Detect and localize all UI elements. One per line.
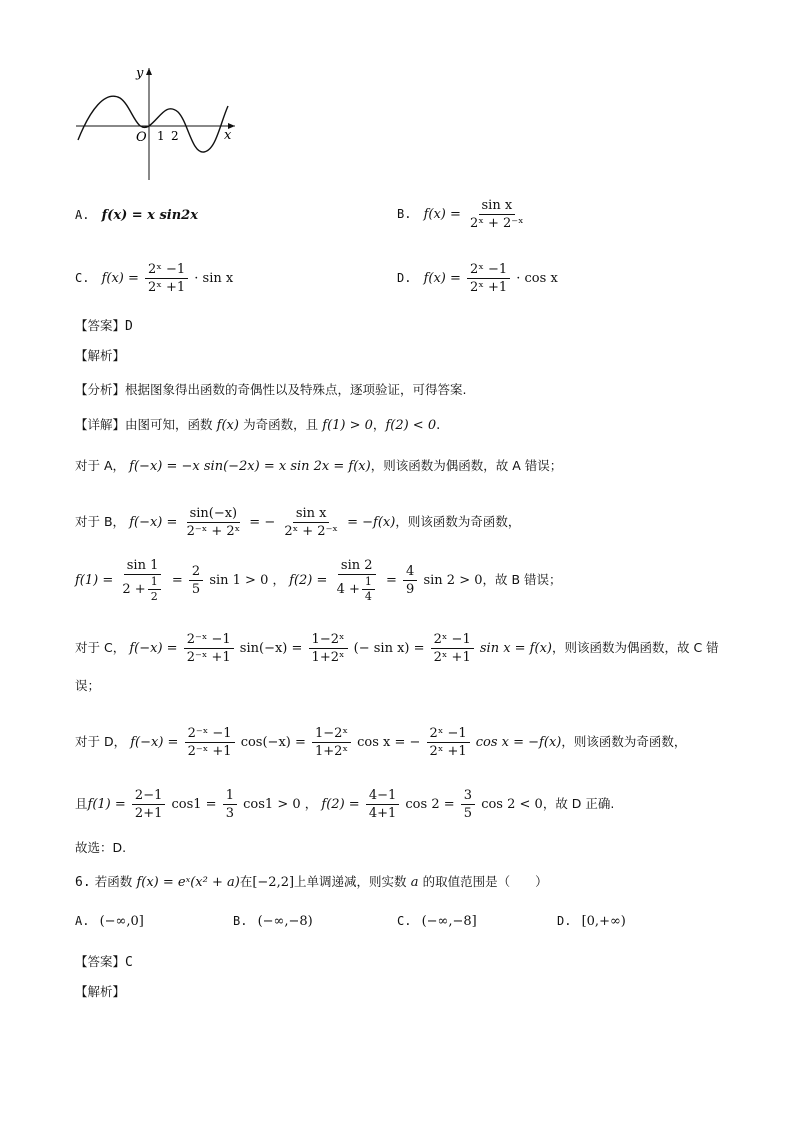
- option-value: [0,+∞): [581, 914, 626, 929]
- frac-num: 1: [362, 576, 375, 590]
- analysis-tag: 【解析】: [75, 984, 126, 999]
- option-letter: A.: [75, 208, 90, 222]
- for-c-m1: sin(−x) =: [239, 641, 303, 656]
- option-fraction: [467, 198, 527, 231]
- option-fraction: [145, 262, 188, 295]
- frac-num: 2ˣ −1: [431, 632, 474, 649]
- for-b-sep: ，: [272, 572, 286, 587]
- for-d2-lead: 且: [75, 796, 88, 811]
- den-int: 2 +: [122, 582, 146, 597]
- for-c-conclusion: ，则该函数为偶函数，故 C 错: [551, 640, 719, 655]
- frac-den: 2: [150, 590, 158, 603]
- option-letter: B.: [397, 207, 412, 221]
- den-frac: [148, 576, 161, 603]
- frac-den: 2⁻ˣ +1: [186, 650, 231, 665]
- den-int: 4 +: [336, 582, 360, 597]
- for-b-frac-2: [281, 506, 341, 539]
- for-a-line: [75, 456, 562, 477]
- for-d2-m2: cos 2 =: [405, 797, 455, 812]
- option-letter: A.: [75, 914, 90, 928]
- y-axis-arrow-icon: [146, 68, 152, 75]
- for-d-frac-1: [185, 726, 235, 759]
- option-letter: C.: [397, 914, 412, 928]
- for-b-t2: sin 2 > 0: [423, 573, 483, 588]
- q6-option-a[interactable]: [75, 914, 144, 929]
- frac-num: 3: [461, 788, 475, 805]
- for-d-frac-3: [427, 726, 470, 759]
- for-c-wrap-text: 误；: [75, 678, 101, 693]
- for-c-frac-3: [431, 632, 474, 665]
- for-d2-frac-2b: [461, 788, 475, 821]
- for-d-lead: 对于 D，: [75, 734, 127, 749]
- frac-den: 2+1: [134, 806, 163, 821]
- for-c-wrap: [75, 676, 100, 697]
- for-a-expr: f(−x) = −x sin(−2x) = x sin 2x = f(x): [129, 459, 371, 474]
- frac-den: 1+2ˣ: [311, 650, 345, 665]
- for-c-frac-1: [184, 632, 234, 665]
- xiangjie-fx: f(x): [216, 418, 239, 433]
- y-axis-label: y: [136, 66, 144, 81]
- for-b-mid: = −: [249, 515, 276, 530]
- frac-den: 2ˣ +1: [433, 650, 471, 665]
- answer-tag: 【答案】: [75, 318, 126, 333]
- frac-den: 9: [406, 582, 415, 597]
- answer-value: D: [125, 319, 133, 334]
- question-number: 6.: [75, 875, 91, 890]
- answer-5: [75, 316, 133, 337]
- for-c-frac-2: [309, 632, 348, 665]
- frac-den: 5: [191, 582, 201, 597]
- for-b-lead: 对于 B，: [75, 514, 126, 529]
- frac-num: 2: [189, 564, 203, 581]
- fenxi-line: [75, 380, 467, 401]
- frac-num: 2⁻ˣ −1: [185, 726, 235, 743]
- for-c-m2: (− sin x) =: [353, 641, 425, 656]
- xiangjie-text-a: 由图可知，函数: [125, 417, 213, 432]
- for-d-lhs: f(−x) =: [130, 735, 179, 750]
- function-curve: [78, 96, 228, 152]
- for-c-lhs: f(−x) =: [129, 641, 178, 656]
- for-d2-frac-2: [366, 788, 399, 821]
- frac-num: sin 1: [124, 558, 162, 575]
- analysis-tag: 【解析】: [75, 348, 126, 363]
- for-d2-m1: cos1 =: [171, 797, 217, 812]
- option-letter: B.: [233, 914, 248, 928]
- frac-den: 2ˣ +1: [470, 280, 508, 295]
- for-b-values-line: [75, 558, 562, 603]
- for-b-f1-frac-b: [189, 564, 203, 597]
- function-graph: [70, 62, 240, 182]
- frac-num: 2⁻ˣ −1: [184, 632, 234, 649]
- analysis-6-heading: [75, 982, 125, 1003]
- xiangjie-c2: f(2) < 0: [385, 418, 437, 433]
- for-b-f1: f(1) =: [75, 573, 114, 588]
- option-lhs: f(x) =: [423, 207, 461, 222]
- xiangjie-sep: ，: [372, 417, 386, 432]
- choose-line: [75, 838, 126, 859]
- for-d-conclusion: ，则该函数为奇函数，: [561, 734, 687, 749]
- answer-value: C: [125, 955, 133, 970]
- option-fraction: [467, 262, 510, 295]
- for-d2-sep: ，: [304, 796, 318, 811]
- q5-option-c[interactable]: [75, 262, 233, 295]
- frac-num: 2ˣ −1: [145, 262, 188, 279]
- for-c-line: [75, 632, 719, 665]
- q6-expr: f(x) = eˣ(x² + a): [136, 875, 240, 890]
- frac-num: 1−2ˣ: [312, 726, 351, 743]
- q6-option-b[interactable]: [233, 914, 313, 929]
- frac-den: [119, 575, 165, 603]
- option-tail: · cos x: [516, 271, 558, 286]
- option-letter: D.: [557, 914, 572, 928]
- for-c-m3: sin x = f(x): [479, 641, 552, 656]
- for-d-values-line: [75, 788, 614, 821]
- for-b-f2-frac: [334, 558, 380, 603]
- frac-den: 2ˣ + 2⁻ˣ: [284, 524, 338, 539]
- fenxi-text: 根据图象得出函数的奇偶性以及特殊点，逐项验证，可得答案.: [125, 382, 467, 397]
- q6-text-d: 的取值范围是（ ）: [422, 874, 548, 889]
- frac-den: 3: [225, 806, 234, 821]
- frac-den: [334, 575, 380, 603]
- for-a-lead: 对于 A，: [75, 458, 126, 473]
- frac-num: 1: [148, 576, 161, 590]
- for-b-f2-frac-b: [403, 564, 417, 597]
- frac-den: 4+1: [368, 806, 397, 821]
- q6-option-c[interactable]: [397, 914, 477, 929]
- option-lhs: f(x) =: [423, 271, 461, 286]
- frac-num: 1: [223, 788, 237, 805]
- frac-num: sin x: [293, 506, 330, 523]
- frac-num: sin(−x): [187, 506, 241, 523]
- fenxi-tag: 【分析】: [75, 382, 126, 397]
- option-expr: f(x) = x sin2x: [101, 208, 198, 223]
- frac-den: 5: [463, 806, 473, 821]
- frac-num: sin x: [479, 198, 516, 215]
- q6-text-a: 若函数: [94, 874, 133, 889]
- q6-text-c: 上单调递减，则实数: [294, 874, 407, 889]
- q5-option-d[interactable]: [397, 262, 558, 295]
- frac-num: 2ˣ −1: [427, 726, 470, 743]
- for-a-conclusion: ，则该函数为偶函数，故 A 错误；: [370, 458, 563, 473]
- frac-den: 4: [364, 590, 372, 603]
- analysis-5-heading: [75, 346, 125, 367]
- for-d2-t2: cos 2 < 0: [481, 797, 543, 812]
- den-frac: [362, 576, 375, 603]
- frac-den: 2⁻ˣ + 2ˣ: [186, 524, 241, 539]
- q6-interval: [−2,2]: [252, 875, 295, 890]
- tick-1-label: 1: [157, 129, 165, 143]
- xiangjie-tag: 【详解】: [75, 417, 126, 432]
- for-d2-f1: f(1) =: [87, 797, 126, 812]
- option-value: (−∞,−8): [257, 914, 313, 929]
- for-c-lead: 对于 C，: [75, 640, 126, 655]
- for-d2-t1: cos1 > 0: [243, 797, 301, 812]
- origin-label: O: [136, 130, 147, 145]
- q6-var: a: [410, 875, 419, 890]
- for-b-frac-1: [184, 506, 244, 539]
- frac-den: 2ˣ +1: [429, 744, 467, 759]
- frac-num: sin 2: [338, 558, 376, 575]
- xiangjie-text-b: 为奇函数，且: [243, 417, 319, 432]
- q5-option-b[interactable]: [397, 198, 529, 231]
- tick-2-label: 2: [171, 129, 179, 143]
- frac-den: 2ˣ +1: [148, 280, 186, 295]
- q6-text-b: 在: [239, 874, 253, 889]
- xiangjie-line: [75, 415, 440, 436]
- for-d-m3: cos x = −f(x): [475, 735, 562, 750]
- answer-tag: 【答案】: [75, 954, 126, 969]
- option-value: (−∞,−8]: [421, 914, 477, 929]
- option-tail: · sin x: [194, 271, 234, 286]
- frac-den: 1+2ˣ: [315, 744, 348, 759]
- option-lhs: f(x) =: [101, 271, 139, 286]
- x-axis-label: x: [224, 128, 232, 143]
- for-d2-frac-1b: [223, 788, 237, 821]
- frac-num: 2−1: [132, 788, 165, 805]
- choose-text: 故选：D.: [75, 840, 127, 855]
- for-d-m1: cos(−x) =: [240, 735, 306, 750]
- xiangjie-c1: f(1) > 0: [322, 418, 373, 433]
- for-d2-f2: f(2) =: [321, 797, 360, 812]
- option-value: (−∞,0]: [99, 914, 144, 929]
- frac-num: 4: [403, 564, 417, 581]
- for-b-values-conclusion: ，故 B 错误；: [482, 572, 562, 587]
- q6-option-d[interactable]: [557, 914, 626, 929]
- for-b-conclusion: ，则该函数为奇函数，: [395, 514, 521, 529]
- for-d-frac-2: [312, 726, 351, 759]
- for-d-m2: cos x = −: [357, 735, 421, 750]
- frac-num: 2ˣ −1: [467, 262, 510, 279]
- for-b-eq1: =: [171, 573, 183, 588]
- question-6: [75, 872, 548, 893]
- for-d-line: [75, 726, 686, 759]
- frac-den: 2⁻ˣ +1: [187, 744, 232, 759]
- for-b-rhs: = −f(x): [347, 515, 396, 530]
- for-b-eq2: =: [386, 573, 397, 588]
- frac-num: 4−1: [366, 788, 399, 805]
- for-b-lhs: f(−x) =: [129, 515, 178, 530]
- for-b-f1-frac: [119, 558, 165, 603]
- for-d2-frac-1: [132, 788, 165, 821]
- for-b-t1: sin 1 > 0: [209, 573, 269, 588]
- for-b-line: [75, 506, 520, 539]
- frac-num: 1−2ˣ: [309, 632, 348, 649]
- option-letter: D.: [397, 271, 412, 285]
- for-b-f2: f(2) =: [289, 573, 328, 588]
- q5-option-a[interactable]: [75, 208, 198, 223]
- xiangjie-end: .: [436, 418, 441, 433]
- option-letter: C.: [75, 271, 90, 285]
- frac-den: 2ˣ + 2⁻ˣ: [470, 216, 524, 231]
- for-d2-conclusion: ，故 D 正确.: [542, 796, 615, 811]
- answer-6: [75, 952, 133, 973]
